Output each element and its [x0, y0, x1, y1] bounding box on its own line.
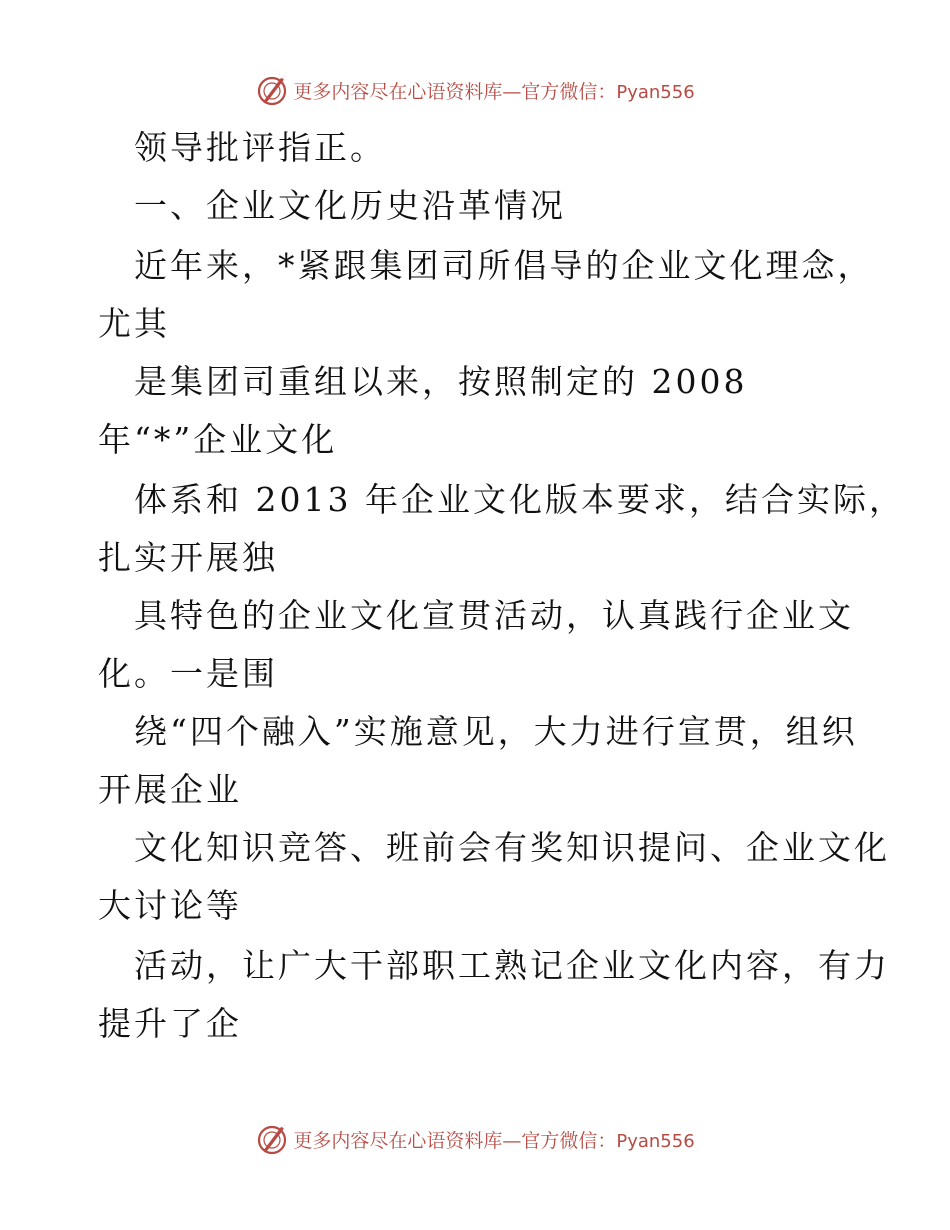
text-line: 提升了企	[98, 1004, 242, 1043]
text-line: 体系和 2013 年企业文化版本要求，结合实际，	[134, 480, 905, 519]
quill-logo-icon	[255, 72, 291, 108]
text-line: 具特色的企业文化宣贯活动，认真践行企业文	[134, 596, 854, 635]
header-watermark	[0, 70, 950, 110]
text-line: 领导批评指正。	[134, 128, 386, 167]
text-line: 大讨论等	[98, 886, 242, 925]
watermark-text: 更多内容尽在心语资料库—官方微信：	[293, 1129, 617, 1152]
text-line: 绕“四个融入”实施意见，大力进行宣贯，组织	[134, 712, 858, 751]
text-line: 尤其	[98, 304, 170, 343]
text-line: 文化知识竞答、班前会有奖知识提问、企业文化	[134, 828, 890, 867]
text-line: 近年来，*紧跟集团司所倡导的企业文化理念，	[134, 246, 874, 285]
watermark-id: Pyan556	[616, 81, 695, 103]
text-line: 活动，让广大干部职工熟记企业文化内容，有力	[134, 946, 890, 985]
text-line: 是集团司重组以来，按照制定的 2008	[134, 362, 748, 401]
quill-logo-icon	[255, 1121, 291, 1157]
text-line: 化。一是围	[98, 654, 278, 693]
text-line: 扎实开展独	[98, 538, 278, 577]
watermark-text: 更多内容尽在心语资料库—官方微信：	[293, 80, 617, 103]
section-heading: 一、企业文化历史沿革情况	[134, 186, 566, 225]
footer-watermark	[0, 1119, 950, 1159]
watermark-id: Pyan556	[616, 1130, 695, 1152]
text-line: 年“*”企业文化	[98, 420, 338, 459]
text-line: 开展企业	[98, 770, 242, 809]
